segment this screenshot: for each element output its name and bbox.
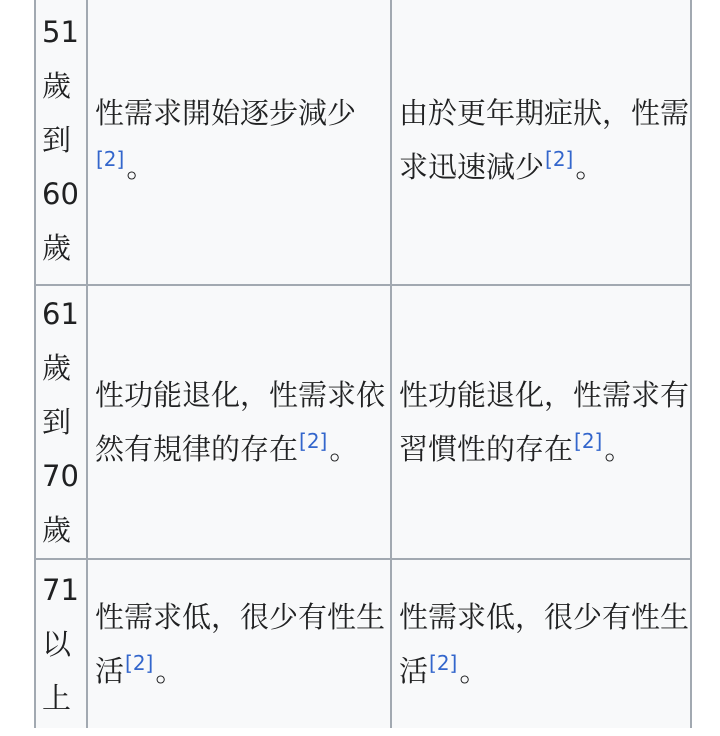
age-line: 到 (42, 405, 72, 439)
age-line: 歲 (42, 69, 72, 103)
citation-link[interactable]: [2] (574, 429, 603, 454)
age-line: 51 (42, 15, 79, 49)
page-bottom-margin (0, 728, 720, 736)
male-description-cell (87, 0, 391, 285)
table-row (35, 559, 691, 729)
age-line: 61 (42, 297, 79, 331)
citation-link[interactable]: [2] (125, 651, 154, 676)
age-range-cell (35, 559, 87, 729)
sentence-end: 。 (604, 432, 634, 466)
age-line: 歲 (42, 513, 72, 547)
sentence-end: 。 (126, 150, 156, 184)
age-line: 歲 (42, 351, 72, 385)
age-range-cell (35, 285, 87, 559)
citation-link[interactable]: [2] (545, 147, 574, 172)
citation-link[interactable]: [2] (429, 651, 458, 676)
sentence-end: 。 (155, 654, 185, 688)
sentence-end: 。 (329, 432, 359, 466)
age-range-cell (35, 0, 87, 285)
age-line: 以 (42, 627, 72, 661)
description-text: 性需求低，很少有性生活 (399, 600, 690, 688)
age-line: 60 (42, 177, 79, 211)
age-line: 到 (42, 123, 72, 157)
citation-link[interactable]: [2] (299, 429, 328, 454)
sentence-end: 。 (459, 654, 489, 688)
female-description-cell (391, 559, 691, 729)
female-description-cell (391, 285, 691, 559)
table-row (35, 0, 691, 285)
age-line: 71 (42, 573, 79, 607)
age-line: 歲 (42, 231, 72, 265)
male-description-cell (87, 559, 391, 729)
male-description-cell (87, 285, 391, 559)
description-text: 性功能退化，性需求有習慣性的存在 (399, 378, 690, 466)
description-text: 性需求開始逐步減少 (95, 96, 357, 130)
citation-link[interactable]: [2] (96, 147, 125, 172)
age-line: 70 (42, 459, 79, 493)
age-table-container (34, 0, 690, 730)
sentence-end: 。 (575, 150, 605, 184)
table-row (35, 285, 691, 559)
description-text: 由於更年期症狀，性需求迅速減少 (399, 96, 690, 184)
age-line: 上 (42, 681, 72, 715)
female-description-cell (391, 0, 691, 285)
sexual-needs-by-age-table (34, 0, 692, 730)
description-text: 性功能退化，性需求依然有規律的存在 (95, 378, 386, 466)
description-text: 性需求低，很少有性生活 (95, 600, 386, 688)
